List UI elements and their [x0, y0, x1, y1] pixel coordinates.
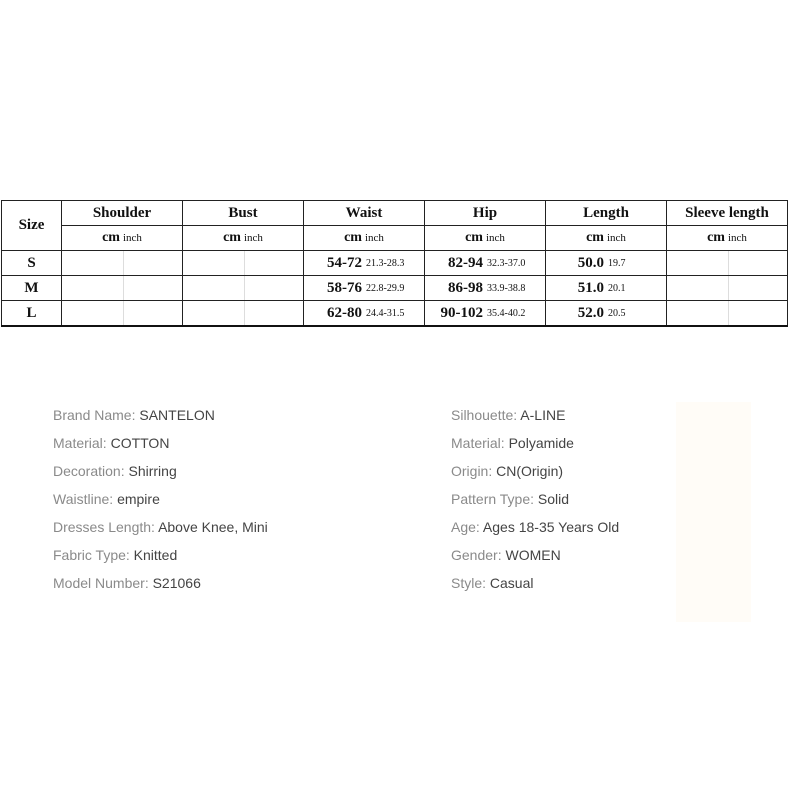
spec-dresses-length: Dresses Length: Above Knee, Mini: [53, 519, 268, 535]
spec-pattern-type: Pattern Type: Solid: [451, 491, 570, 507]
length-units: cm inch: [546, 226, 667, 251]
spec-material: Material: COTTON: [53, 435, 170, 451]
waist-cell: 62-80 24.4-31.5: [304, 301, 425, 327]
bust-units: cm inch: [183, 226, 304, 251]
size-label: M: [2, 276, 62, 301]
spec-gender: Gender: WOMEN: [451, 547, 561, 563]
waist-header: Waist: [304, 201, 425, 226]
spec-fabric-type: Fabric Type: Knitted: [53, 547, 178, 563]
background-patch: [676, 402, 751, 622]
size-label: S: [2, 251, 62, 276]
spec-origin: Origin: CN(Origin): [451, 463, 564, 479]
bust-cell: [183, 276, 304, 301]
shoulder-cell: [62, 301, 183, 327]
bust-header: Bust: [183, 201, 304, 226]
waist-cell: 54-72 21.3-28.3: [304, 251, 425, 276]
spec-style: Style: Casual: [451, 575, 534, 591]
spec-material-2: Material: Polyamide: [451, 435, 574, 451]
spec-silhouette: Silhouette: A-LINE: [451, 407, 566, 423]
sleeve-length-cell: [667, 251, 788, 276]
hip-header: Hip: [425, 201, 546, 226]
spec-list-left: [53, 401, 268, 597]
size-chart-table: [1, 200, 788, 327]
length-header: Length: [546, 201, 667, 226]
spec-decoration: Decoration: Shirring: [53, 463, 177, 479]
sleeve-length-cell: [667, 276, 788, 301]
shoulder-cell: [62, 251, 183, 276]
bust-cell: [183, 251, 304, 276]
hip-units: cm inch: [425, 226, 546, 251]
spec-brand-name: Brand Name: SANTELON: [53, 407, 215, 423]
hip-cell: 82-94 32.3-37.0: [425, 251, 546, 276]
hip-cell: 90-102 35.4-40.2: [425, 301, 546, 327]
sleeve-length-header: Sleeve length: [667, 201, 788, 226]
shoulder-cell: [62, 276, 183, 301]
sleeve-length-cell: [667, 301, 788, 327]
length-cell: 51.0 20.1: [546, 276, 667, 301]
spec-list-right: [451, 401, 619, 597]
spec-age: Age: Ages 18-35 Years Old: [451, 519, 620, 535]
shoulder-header: Shoulder: [62, 201, 183, 226]
bust-cell: [183, 301, 304, 327]
spec-model-number: Model Number: S21066: [53, 575, 201, 591]
size-label: L: [2, 301, 62, 327]
length-cell: 52.0 20.5: [546, 301, 667, 327]
size-header: Size: [2, 201, 62, 251]
waist-units: cm inch: [304, 226, 425, 251]
table-row: [2, 251, 788, 276]
spec-waistline: Waistline: empire: [53, 491, 160, 507]
waist-cell: 58-76 22.8-29.9: [304, 276, 425, 301]
length-cell: 50.0 19.7: [546, 251, 667, 276]
hip-cell: 86-98 33.9-38.8: [425, 276, 546, 301]
table-row: [2, 276, 788, 301]
table-row: [2, 301, 788, 327]
shoulder-units: cm inch: [62, 226, 183, 251]
sleeve-length-units: cm inch: [667, 226, 788, 251]
